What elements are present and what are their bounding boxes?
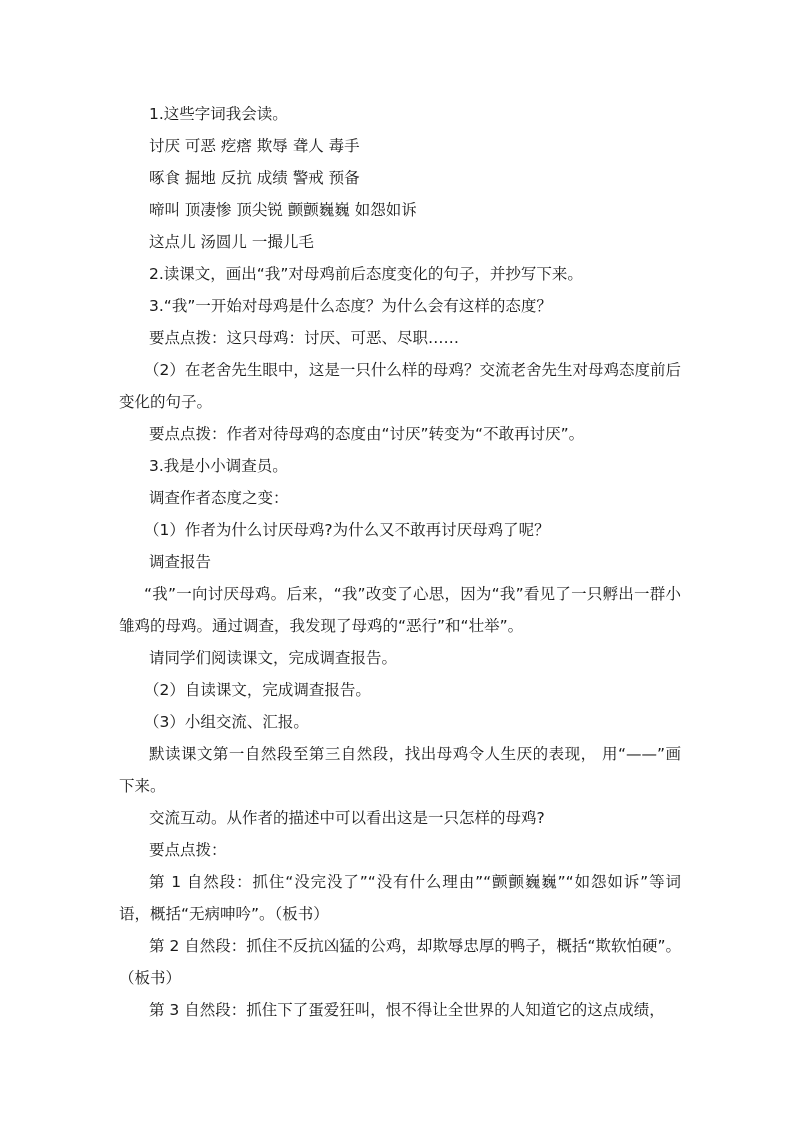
vocabulary-line: 啼叫 顶凄惨 顶尖锐 颤颤巍巍 如怨如诉 <box>149 201 417 219</box>
question-paragraph: （2）在老舍先生眼中，这是一只什么样的母鸡？交流老舍先生对母鸡态度前后变化的句子。 <box>119 361 681 411</box>
body-paragraph: （2）自读课文，完成调查报告。 <box>144 681 371 699</box>
tip-paragraph: 要点点拨： <box>149 841 227 859</box>
task-paragraph: 2.读课文，画出“我”对母鸡前后态度变化的句子，并抄写下来。 <box>149 265 583 283</box>
body-paragraph: 调查作者态度之变： <box>149 489 289 507</box>
body-paragraph: 请同学们阅读课文，完成调查报告。 <box>149 649 398 667</box>
section-heading-survey: 3.我是小小调查员。 <box>149 457 288 475</box>
paragraph-analysis: 第 3 自然段：抓住下了蛋爱狂叫，恨不得让全世界的人知道它的这点成绩， <box>149 1001 665 1019</box>
body-paragraph: （3）小组交流、汇报。 <box>144 713 309 731</box>
question-paragraph: （1）作者为什么讨厌母鸡?为什么又不敢再讨厌母鸡了呢？ <box>144 521 550 539</box>
tip-paragraph: 要点点拨：这只母鸡：讨厌、可恶、尽职…… <box>149 329 460 347</box>
tip-paragraph: 要点点拨：作者对待母鸡的态度由“讨厌”转变为“不敢再讨厌”。 <box>149 425 585 443</box>
paragraph-analysis: 第 2 自然段：抓住不反抗凶猛的公鸡，却欺辱忠厚的鸭子，概括“欺软怕硬”。（板书） <box>119 937 681 987</box>
vocabulary-line: 这点儿 汤圆儿 一撮儿毛 <box>149 233 314 251</box>
paragraph-analysis: 第 1 自然段：抓住“没完没了”“没有什么理由”“颤颤巍巍”“如怨如诉”等词语，概括“无病呻吟”。（板书） <box>119 873 681 923</box>
body-paragraph: 交流互动。从作者的描述中可以看出这是一只怎样的母鸡? <box>149 809 545 827</box>
report-title: 调查报告 <box>149 553 212 571</box>
vocabulary-line: 啄食 掘地 反抗 成绩 警戒 预备 <box>149 169 360 187</box>
question-paragraph: 3.“我”一开始对母鸡是什么态度？为什么会有这样的态度？ <box>149 297 552 315</box>
report-paragraph: “我”一向讨厌母鸡。后来，“我”改变了心思，因为“我”看见了一只孵出一群小雏鸡的母鸡。通过调查，我发现了母鸡的“恶行”和“壮举”。 <box>119 585 681 635</box>
instruction-paragraph: 默读课文第一自然段至第三自然段，找出母鸡令人生厌的表现， 用“——”画下来。 <box>119 745 681 795</box>
vocabulary-line: 讨厌 可恶 疙瘩 欺辱 聋人 毒手 <box>149 137 360 155</box>
document-body <box>119 98 681 1026</box>
section-heading-vocabulary: 1.这些字词我会读。 <box>149 105 288 123</box>
